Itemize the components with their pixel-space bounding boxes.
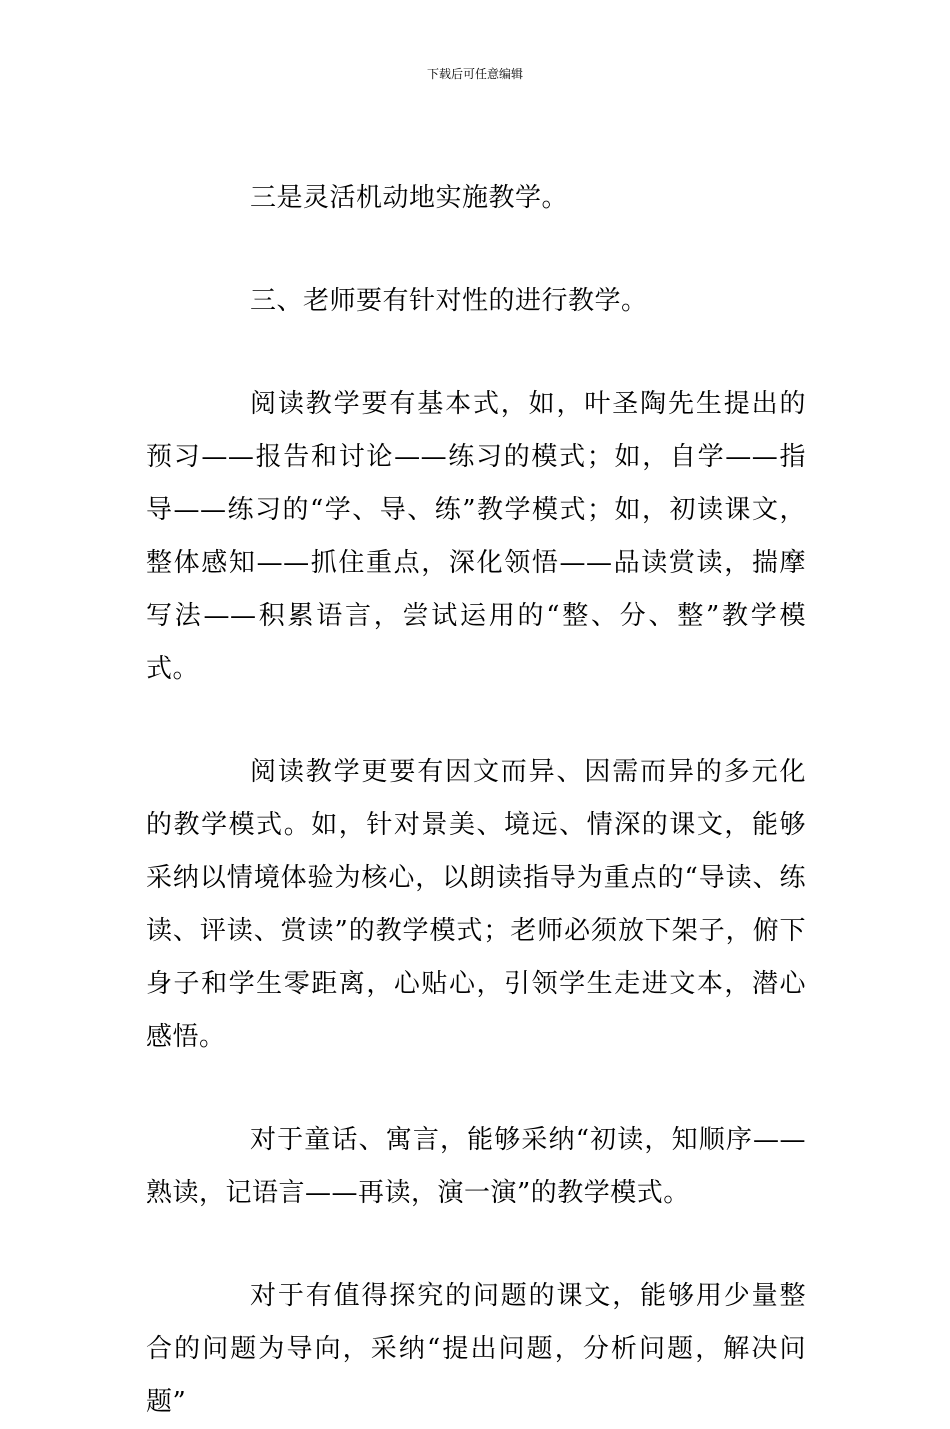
paragraph-3: 阅读教学要有基本式，如，叶圣陶先生提出的预习——报告和讨论——练习的模式；如，自学——指导——练习的“学、导、练”教学模式；如，初读课文，整体感知——抓住重点，深化领悟——品读赏读，揣摩写法——积累语言，尝试运用的“整、分、整”教学模式。	[146, 389, 806, 684]
paragraph-1: 三是灵活机动地实施教学。	[250, 183, 569, 213]
paragraph-4: 阅读教学更要有因文而异、因需而异的多元化的教学模式。如，针对景美、境远、情深的课文，能够采纳以情境体验为核心，以朗读指导为重点的“导读、练读、评读、赏读”的教学模式；老师必须放下架子，俯下身子和学生零距离，心贴心，引领学生走进文本，潜心感悟。	[146, 757, 806, 1052]
page-header: 下载后可任意编辑	[426, 67, 523, 81]
paragraph-6: 对于有值得探究的问题的课文，能够用少量整合的问题为导向，采纳“提出问题，分析问题，解决问题”	[146, 1281, 806, 1417]
paragraph-2: 三、老师要有针对性的进行教学。	[250, 286, 648, 316]
paragraph-5: 对于童话、寓言，能够采纳“初读，知顺序——熟读，记语言——再读，演一演”的教学模式。	[146, 1125, 806, 1208]
document-body	[146, 172, 806, 1429]
